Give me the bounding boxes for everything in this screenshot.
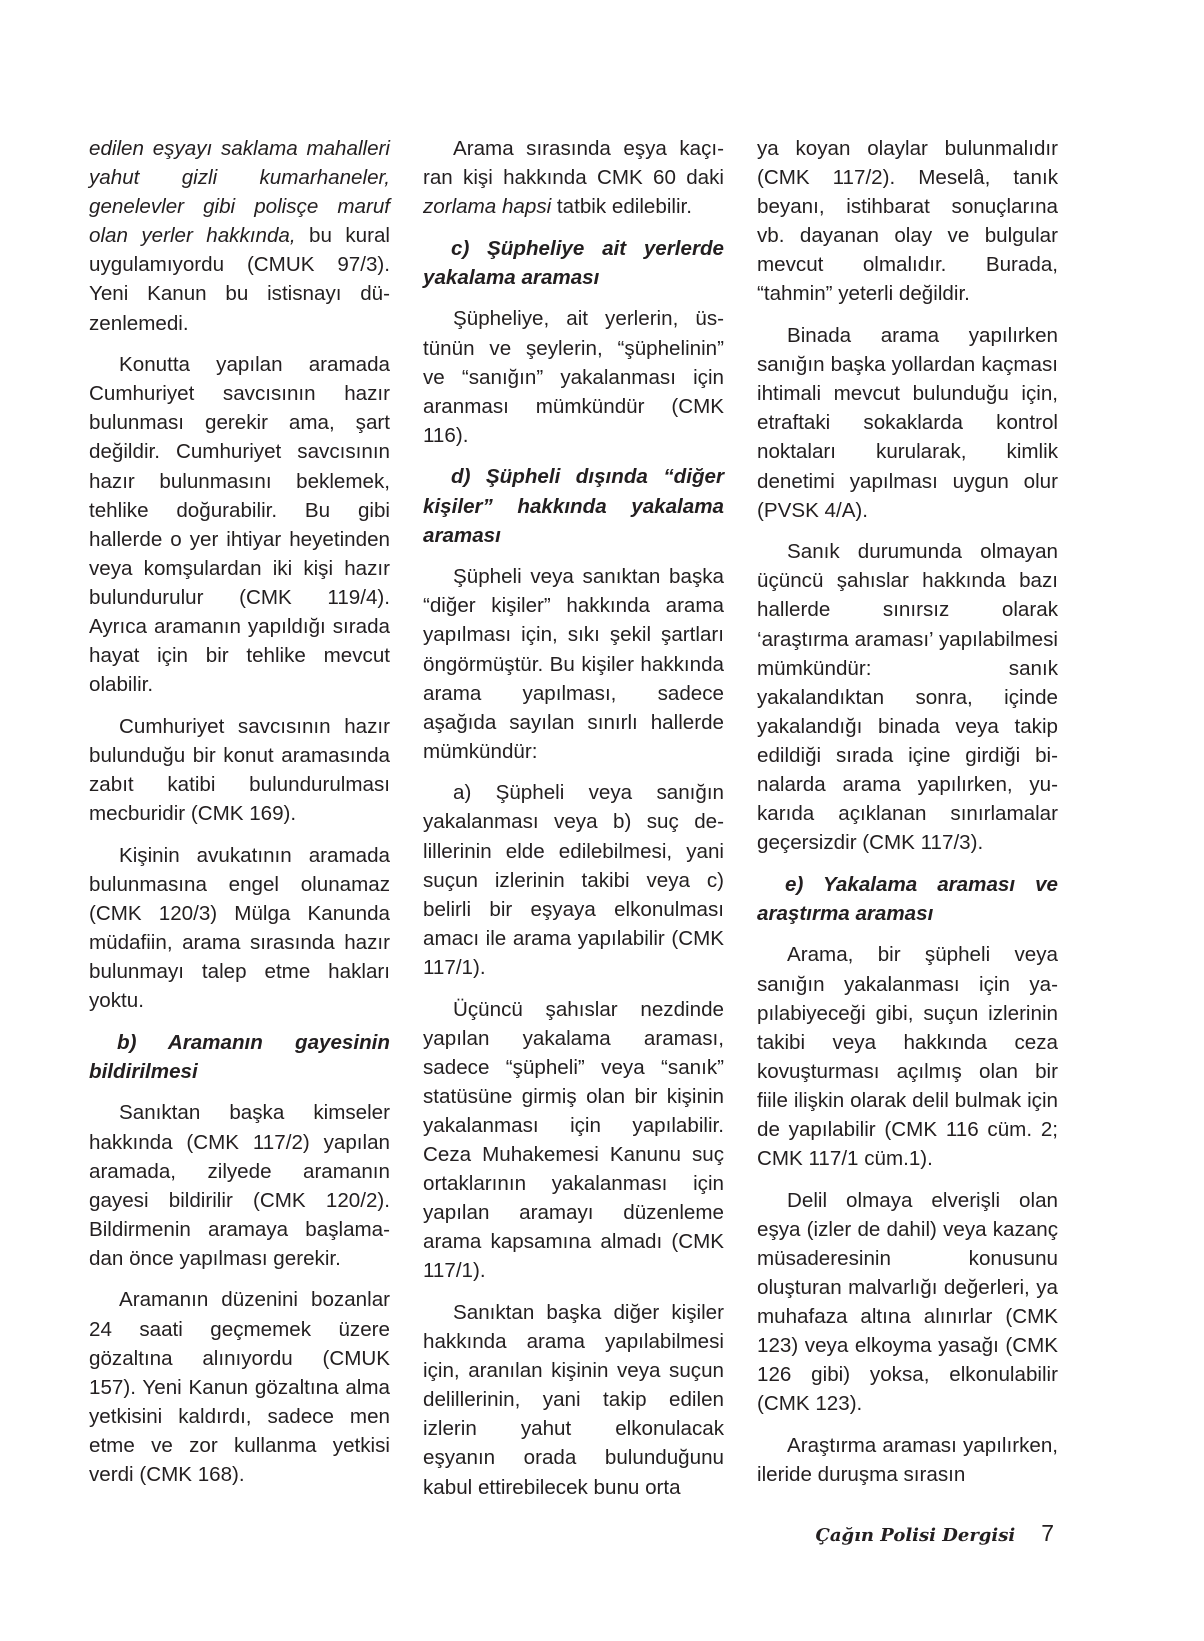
paragraph: Şüpheliye, ait yerlerin, üstünün ve şeylerin, “şüphelinin” ve “sanığın” yakalanması için aranması mümkündür (CMK 116). [423, 307, 724, 447]
magazine-title: Çağın Polisi Dergisi [815, 1525, 1016, 1546]
paragraph: ya koyan olaylar bulunmalıdır (CMK 117/2). Meselâ, tanık beyanı, istihbarat sonuçlarına vb. dayanan olay ve bulgular mevcut olmalıdır. Burada, “tahmin” yeterli değildir. [757, 137, 1058, 306]
paragraph: Konutta yapılan aramada Cumhuriyet savcısının hazır bulunması gerekir ama, şart değildir. Cumhuriyet savcısının hazır bulunmasını beklemek, tehlike doğurabilir. Bu gibi hallerde o yer ihtiyar heyetinden veya komşulardan iki kişi hazır bulundurulur (CMK 119/4). Ayrıca aramanın yapıldığı sırada hayat için bir tehlike mevcut olabilir. [89, 353, 390, 697]
paragraph: Sanıktan başka kimseler hakkında (CMK 117/2) yapılan aramada, zilyede aramanın gayesi bildirilir (CMK 120/2). Bildirmenin aramaya başlamadan önce yapılması gerekir. [89, 1101, 390, 1270]
paragraph: Araştırma araması yapılırken, ileride duruşma sırasın [757, 1433, 1058, 1487]
paragraph: Arama, bir şüpheli veya sanığın yakalanması için yapılabiyeceği gibi, suçun izlerinin takibi veya hakkında ceza kovuşturması açılmış olan bir fiile ilişkin olarak delil bulmak için de yapılabilir (CMK 116 cüm. 2; CMK 117/1 cüm.1). [757, 943, 1058, 1171]
section-heading: e) Yakalama araması ve araştırma araması [757, 872, 1058, 925]
column-2 [423, 134, 724, 1514]
paragraph: Arama sırasında eşya kaçıran kişi hakkında CMK 60 daki zorlama hapsi tatbik edilebilir. [423, 137, 724, 219]
section-heading: d) Şüpheli dışında “diğer kişiler” hakkında yakalama araması [423, 465, 724, 547]
paragraph: Kişinin avukatının aramada bulunmasına engel olunamaz (CMK 120/3) Mülga Kanunda müdafiin, arama sırasında hazır bulunmayı talep etme hakları yoktu. [89, 843, 390, 1013]
section-heading: b) Aramanın gayesinin bildirilmesi [89, 1030, 390, 1083]
section-heading: c) Şüpheliye ait yerlerde yakalama araması [423, 236, 724, 289]
page-footer [816, 1520, 1054, 1547]
paragraph: a) Şüpheli veya sanığın yakalanması veya b) suç delillerinin elde edilebilmesi, yani suçun izlerinin takibi veya c) belirli bir eşyaya elkonulması amacı ile arama yapılabilir (CMK 117/1). [423, 781, 724, 979]
page-number: 7 [1041, 1520, 1054, 1546]
paragraph: Şüpheli veya sanıktan başka “diğer kişiler” hakkında arama yapılması için, sıkı şekil şartları öngörmüştür. Bu kişiler hakkında arama yapılması, sadece aşağıda sayılan sınırlı hallerde mümkündür: [423, 565, 724, 763]
paragraph: Sanıktan başka diğer kişiler hakkında arama yapılabilmesi için, aranılan kişinin veya suçun delillerinin, yani takip edilen izlerin yahut elkonulacak eşyanın orada bulunduğunu kabul ettirebilecek bunu orta [423, 1300, 724, 1499]
column-3 [757, 134, 1058, 1502]
paragraph: Cumhuriyet savcısının hazır bulunduğu bir konut aramasında zabıt katibi bulundurulması mecburidir (CMK 169). [89, 714, 390, 826]
paragraph: edilen eşyayı saklama mahalleri yahut gizli kumarhaneler, genelevler gibi polisçe maruf olan yerler hakkında, bu kural uygulamıyordu (CMUK 97/3). Yeni Kanun bu istisnayı düzenlemedi. [89, 137, 390, 335]
paragraph: Üçüncü şahıslar nezdinde yapılan yakalama araması, sadece “şüpheli” veya “sanık” statüsüne girmiş olan bir kişinin yakalanması için yapılabilir. Ceza Muhakemesi Kanunu suç ortaklarının yakalanması için yapılan aramayı düzenleme arama kapsamına almadı (CMK 117/1). [423, 997, 724, 1283]
column-1 [89, 134, 390, 1502]
paragraph: Binada arama yapılırken sanığın başka yollardan kaçması ihtimali mevcut bulunduğu için, etraftaki sokaklarda kontrol noktaları kurularak, kimlik denetimi yapılması uygun olur (PVSK 4/A). [757, 324, 1058, 522]
paragraph: Sanık durumunda olmayan üçüncü şahıslar hakkında bazı hallerde sınırsız olarak ‘araştırma araması’ yapılabilmesi mümkündür: sanık yakalandıktan sonra, içinde yakalandığı binada veya takip edildiği sırada içine girdiği binalarda arama yapılırken, yukarıda açıklanan sınırlamalar geçersizdir (CMK 117/3). [757, 540, 1058, 855]
paragraph: Delil olmaya elverişli olan eşya (izler de dahil) veya kazanç müsaderesinin konusunu oluşturan malvarlığı değerleri, ya muhafaza altına alınırlar (CMK 123) veya elkoyma yasağı (CMK 126 gibi) yoksa, elkonulabilir (CMK 123). [757, 1188, 1058, 1416]
italic-text: zorlama hapsi [423, 195, 552, 219]
italic-text: edilen eşyayı saklama mahalleri yahut gizli kumarhaneler, genelevler gibi polisçe maruf olan yerler hakkında, [89, 137, 390, 248]
paragraph: Aramanın düzenini bozanlar 24 saati geçmemek üzere gözaltına alınıyordu (CMUK 157). Yeni Kanun gözaltına alma yetkisini kaldırdı, sadece men etme ve zor kullanma yetkisi verdi (CMK 168). [89, 1288, 390, 1487]
